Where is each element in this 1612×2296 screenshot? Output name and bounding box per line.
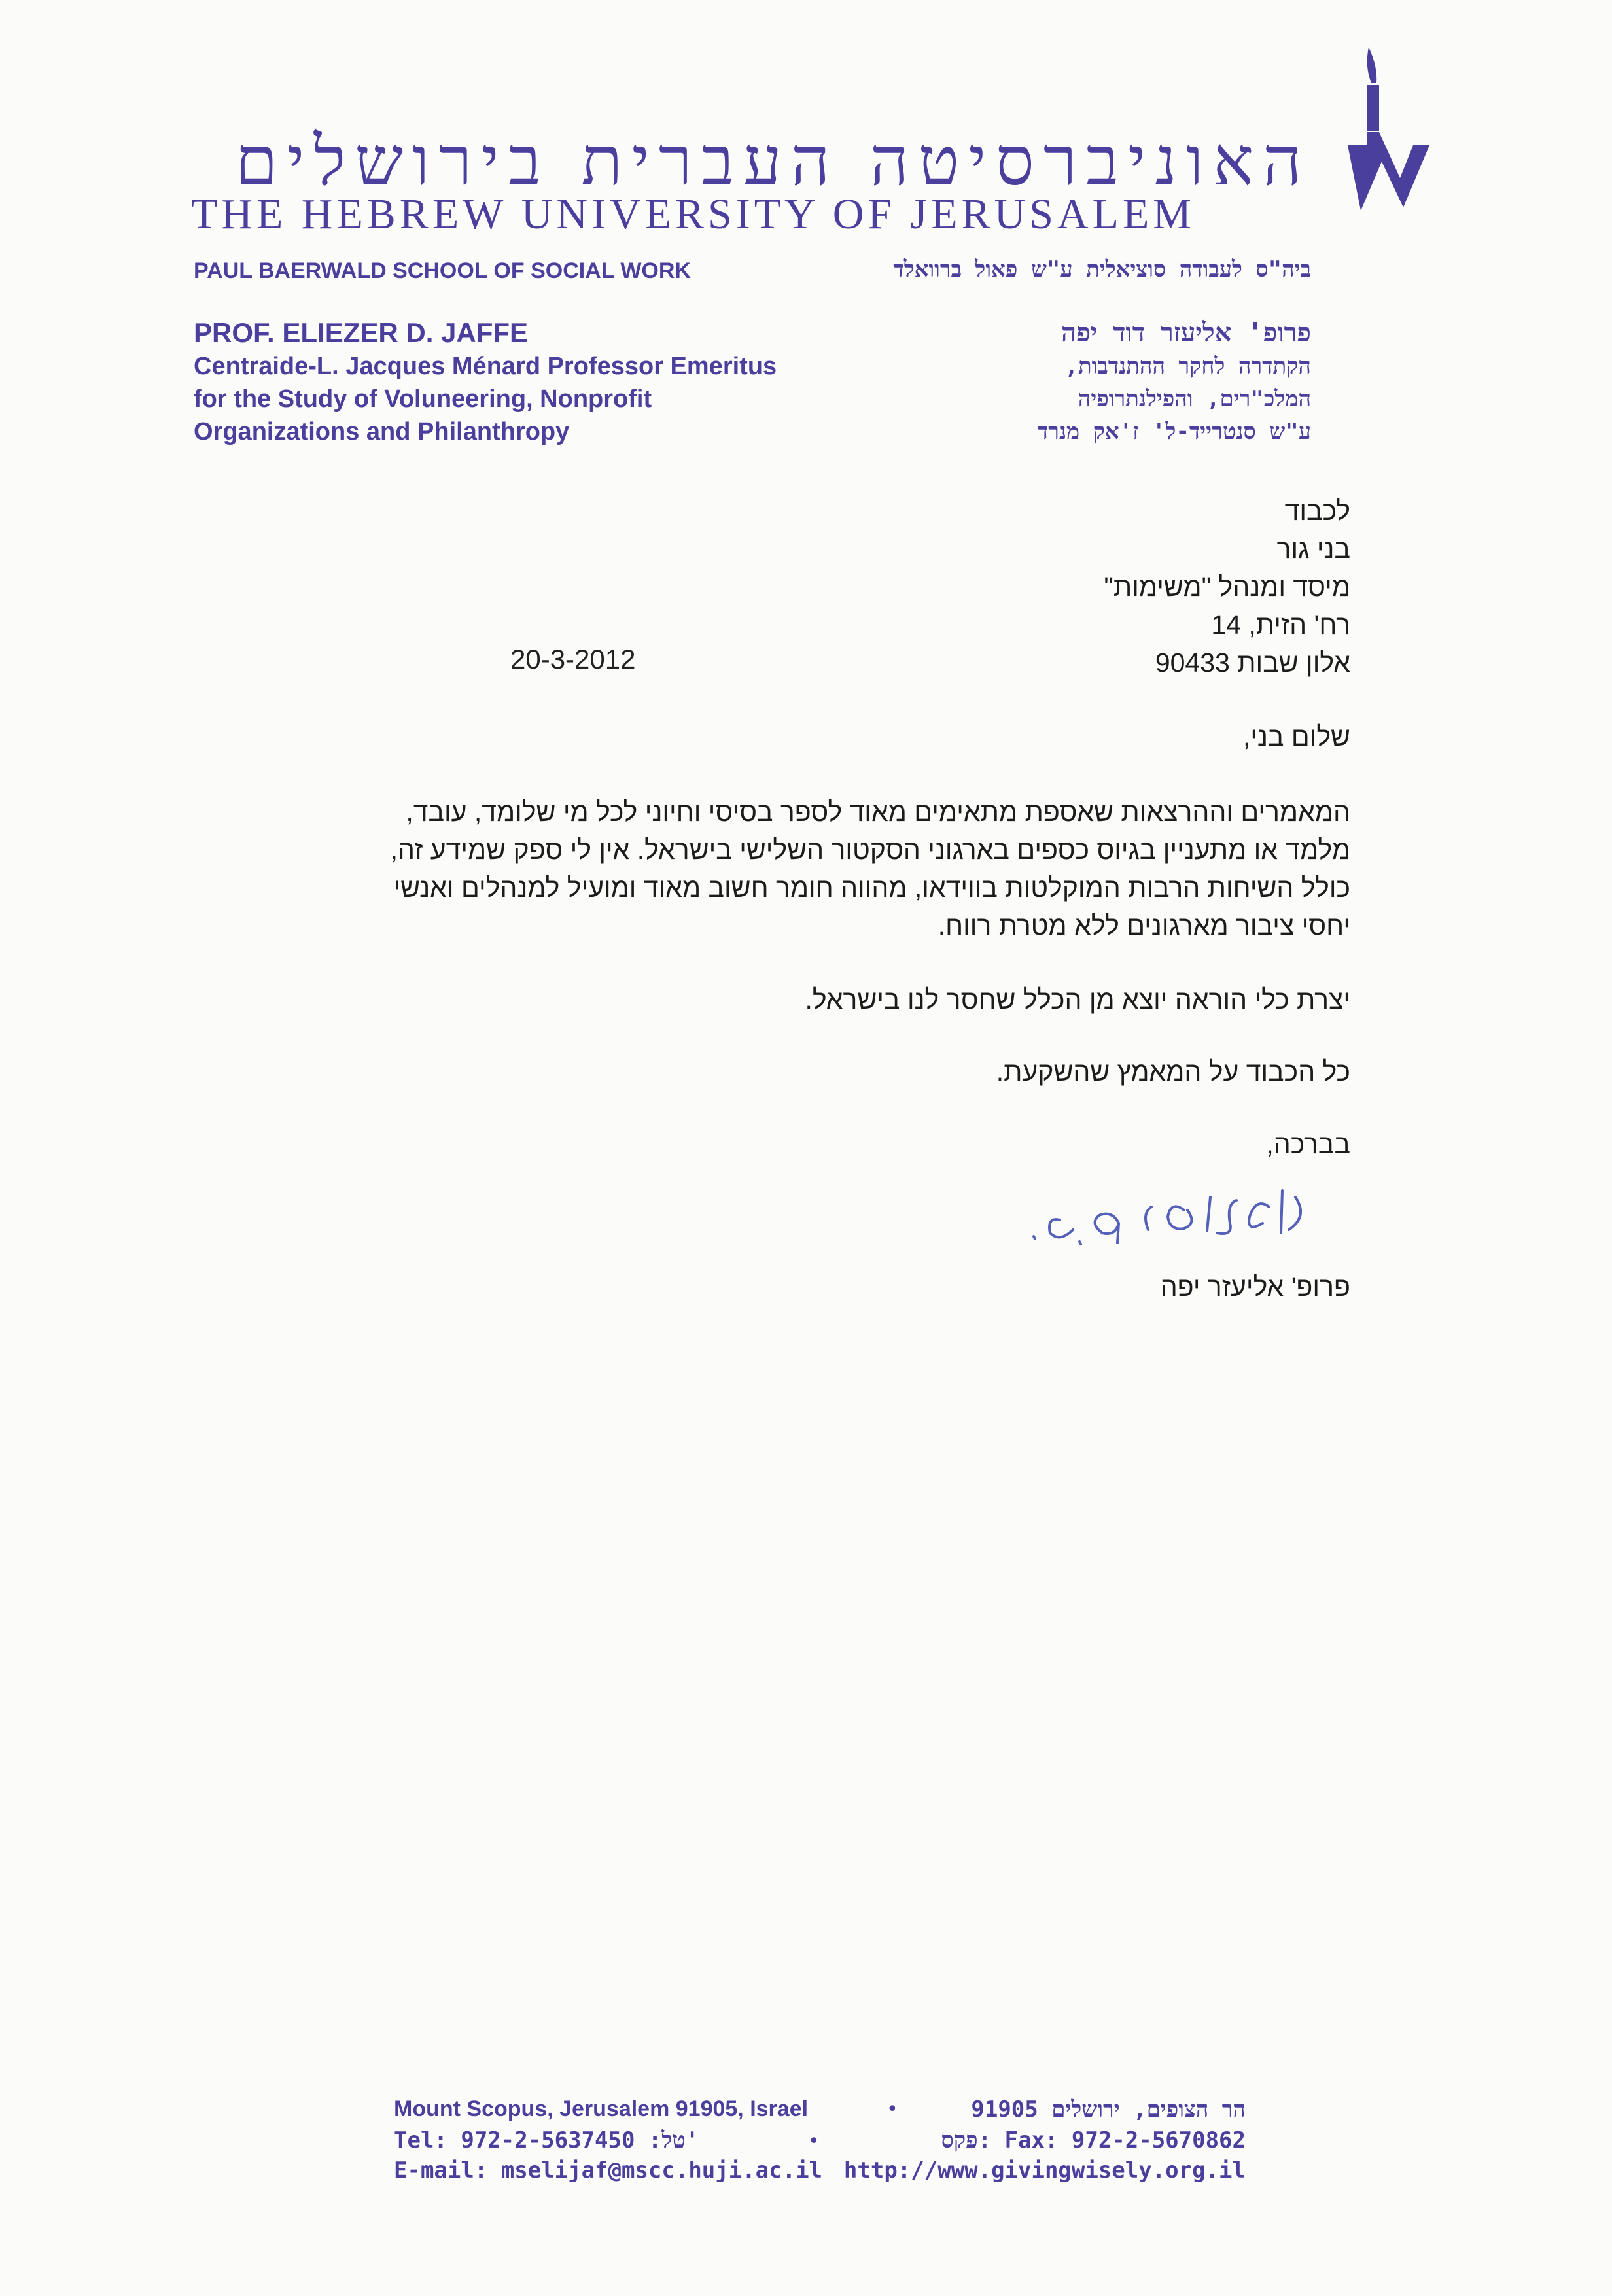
letter-greeting: שלום בני, bbox=[1242, 722, 1350, 752]
school-name-hebrew: ביה"ס לעבודה סוציאלית ע"ש פאול ברוואלד bbox=[893, 256, 1311, 283]
letter-sentence: כל הכבוד על המאמץ שהשקעת. bbox=[996, 1056, 1350, 1087]
letter-closing: בברכה, bbox=[1266, 1129, 1350, 1159]
paragraph-line: יחסי ציבור מארגונים ללא מטרת רווח. bbox=[937, 911, 1350, 941]
professor-title-line: for the Study of Voluneering, Nonprofit bbox=[194, 385, 652, 413]
footer-website-link[interactable]: http://www.givingwisely.org.il bbox=[843, 2157, 1246, 2183]
footer-fax: Fax: 972-2-5670862 :פקס bbox=[941, 2127, 1246, 2153]
logo-flame bbox=[1367, 47, 1377, 83]
university-name-hebrew: האוניברסיטה העברית בירושלים bbox=[235, 121, 1311, 201]
professor-title-line-he: הקתדרה לחקר ההתנדבות, bbox=[1064, 353, 1311, 379]
university-logo-icon bbox=[1335, 47, 1439, 263]
professor-title-line: Organizations and Philanthropy bbox=[194, 418, 570, 445]
paragraph-line: המאמרים וההרצאות שאספת מתאימים מאוד לספר בסיסי וחיוני לכל מי שלומד, עובד, bbox=[406, 797, 1350, 827]
professor-block-hebrew bbox=[1038, 316, 1311, 448]
professor-title-line-he: המלכ"רים, והפילנתרופיה bbox=[1078, 386, 1311, 412]
professor-title-line-he: ע"ש סנטרייד-ל' ז'אק מנרד bbox=[1037, 419, 1311, 445]
recipient-line: אלון שבות 90433 bbox=[1155, 648, 1350, 678]
recipient-line: לכבוד bbox=[1284, 496, 1350, 526]
recipient-line: בני גור bbox=[1276, 534, 1350, 564]
logo-stem bbox=[1367, 85, 1379, 131]
recipient-address bbox=[1104, 492, 1350, 682]
recipient-line: רח' הזית, 14 bbox=[1211, 610, 1350, 640]
recipient-line: מיסד ומנהל "משימות" bbox=[1104, 572, 1350, 602]
letter-paragraph bbox=[391, 793, 1350, 945]
professor-name-english: PROF. ELIEZER D. JAFFE bbox=[194, 317, 529, 348]
footer-bullet: • bbox=[886, 2098, 898, 2121]
letter-sentence: יצרת כלי הוראה יוצא מן הכלל שחסר לנו בישראל. bbox=[805, 984, 1350, 1015]
footer-address-hebrew: הר הצופים, ירושלים 91905 bbox=[971, 2096, 1246, 2123]
paragraph-line: מלמד או מתעניין בגיוס כספים בארגוני הסקטור השלישי בישראל. אין לי ספק שמידע זה, bbox=[390, 835, 1350, 865]
university-name-english: THE HEBREW UNIVERSITY OF JERUSALEM bbox=[191, 190, 1195, 238]
footer-address-english: Mount Scopus, Jerusalem 91905, Israel bbox=[394, 2096, 809, 2121]
letter-date: 20-3-2012 bbox=[510, 644, 636, 674]
school-name-english: PAUL BAERWALD SCHOOL OF SOCIAL WORK bbox=[194, 258, 691, 283]
footer-phone: Tel: 972-2-5637450 :טל' bbox=[394, 2127, 699, 2153]
paragraph-line: כולל השיחות הרבות המוקלטות בווידאו, מהווה חומר חשוב מאוד ומועיל למנהלים ואנשי bbox=[393, 873, 1350, 903]
signature-stroke bbox=[1034, 1191, 1301, 1244]
professor-name-hebrew: פרופ' אליעזר דוד יפה bbox=[1060, 318, 1311, 348]
professor-block-english bbox=[194, 316, 777, 448]
signer-name: פרופ' אליעזר יפה bbox=[1160, 1272, 1350, 1302]
handwritten-signature bbox=[1021, 1171, 1335, 1256]
professor-title-line: Centraide-L. Jacques Ménard Professor Emeritus bbox=[194, 353, 777, 380]
logo-letters bbox=[1348, 132, 1429, 211]
footer-email-link[interactable]: E-mail: mselijaf@mscc.huji.ac.il bbox=[394, 2157, 823, 2183]
footer-bullet: • bbox=[808, 2130, 820, 2153]
